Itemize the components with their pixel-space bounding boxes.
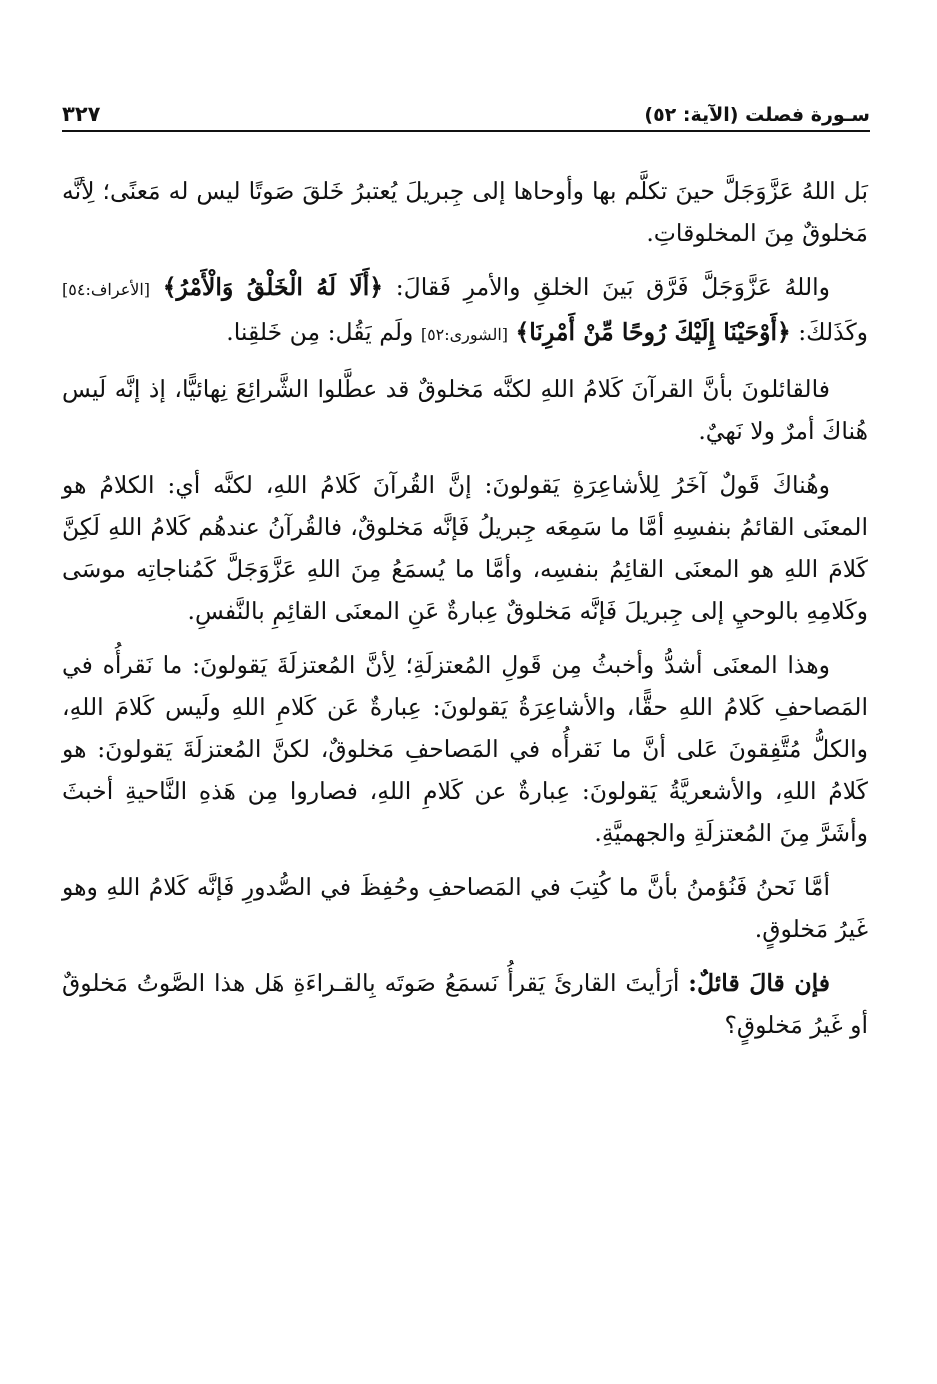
paragraph-3 (62, 368, 868, 452)
paragraph-6 (62, 866, 868, 950)
paragraph-7-text: أرَأيتَ القارئَ يَقرأُ نَسمَعُ صَوتَه بِالقـراءَةِ هَل هذا الصَّوتُ مَخلوقٌ أو غَيرُ مَخلوقٍ؟ (62, 969, 868, 1039)
paragraph-2-text-middle: وكَذَلكَ: (798, 318, 868, 346)
quran-verse-1: ﴿أَلَا لَهُ الْخَلْقُ وَالْأَمْرُ﴾ (162, 273, 384, 301)
paragraph-5 (62, 644, 868, 854)
paragraph-2 (62, 266, 868, 356)
running-title: سـورة فصلت (الآية: ٥٢) (644, 104, 870, 126)
verse-reference-2: [الشورى:٥٢] (420, 325, 509, 344)
paragraph-2-text-before: واللهُ عَزَّوَجَلَّ فَرَّق بَينَ الخلقِ والأمرِ فَقالَ: (395, 273, 830, 301)
question-lead: فإن قالَ قائلٌ: (688, 969, 830, 997)
page-header (62, 96, 870, 132)
paragraph-1 (62, 170, 868, 254)
page-number: ٣٢٧ (62, 102, 101, 126)
paragraph-3-text: فالقائلونَ بأنَّ القرآنَ كَلامُ اللهِ لكنَّه مَخلوقٌ قد عطَّلوا الشَّرائِعَ نِهائيًّا، إذ إنَّه لَيس هُناكَ أمرٌ ولا نَهيٌ. (62, 375, 868, 445)
paragraph-4 (62, 464, 868, 632)
paragraph-1-text: بَل اللهُ عَزَّوَجَلَّ حينَ تكلَّم بها وأوحاها إلى جِبريلَ يُعتبرُ خَلقَ صَوتًا ليس له مَعنًى؛ لِأنَّه مَخلوقٌ مِنَ المخلوقاتِ. (62, 177, 868, 247)
paragraph-7 (62, 962, 868, 1046)
page-body (62, 170, 868, 1058)
paragraph-4-text: وهُناكَ قَولٌ آخَرُ لِلأشاعِرَةِ يَقولونَ: إنَّ القُرآنَ كَلامُ اللهِ، لكنَّه أي: الكلامُ هو المعنَى القائمُ بنفسِهِ أمَّا ما سَمِعَه جِبريلُ فَإنَّه مَخلوقٌ، فالقُرآنُ عندهُم كَلامُ اللهِ لَكِنَّ كَلامَ اللهِ هو المعنَى القائِمُ بنفسِه، وأمَّا ما يُسمَعُ مِنَ اللهِ عَزَّوَجَلَّ كَمُناجاتِه موسَى وكَلامِهِ بالوحيِ إلى جِبريلَ فَإنَّه مَخلوقٌ عِبارةٌ عَنِ المعنَى القائِمِ بالنَّفسِ. (62, 471, 868, 625)
quran-verse-2: ﴿أَوْحَيْنَا إِلَيْكَ رُوحًا مِّنْ أَمْرِنَا﴾ (515, 318, 791, 346)
paragraph-5-text: وهذا المعنَى أشدُّ وأخبثُ مِن قَولِ المُعتزلَةِ؛ لِأنَّ المُعتزلَةَ يَقولونَ: ما نَقرأُه في المَصاحفِ كَلامُ اللهِ حقًّا، والأشاعِرَةُ يَقولونَ: عِبارةٌ عَن كَلامِ اللهِ ولَيس كَلامَ اللهِ، والكلُّ مُتَّفِقونَ عَلى أنَّ ما نَقرأُه في المَصاحفِ مَخلوقٌ، لكنَّ المُعتزلَةَ يَقولونَ: هو كَلامُ اللهِ، والأشعريَّةُ يَقولونَ: عِبارةٌ عن كَلامِ اللهِ، فصاروا مِن هَذهِ النَّاحيةِ أخبثَ وأشَرَّ مِنَ المُعتزلَةِ والجهميَّةِ. (62, 651, 868, 847)
paragraph-2-text-after: ولَم يَقُل: مِن خَلقِنا. (226, 318, 414, 346)
paragraph-6-text: أمَّا نَحنُ فَنُؤمنُ بأنَّ ما كُتِبَ في المَصاحفِ وحُفِظَ في الصُّدورِ فَإنَّه كَلامُ اللهِ وهو غَيرُ مَخلوقٍ. (62, 873, 868, 943)
verse-reference-1: [الأعراف:٥٤] (62, 280, 151, 299)
